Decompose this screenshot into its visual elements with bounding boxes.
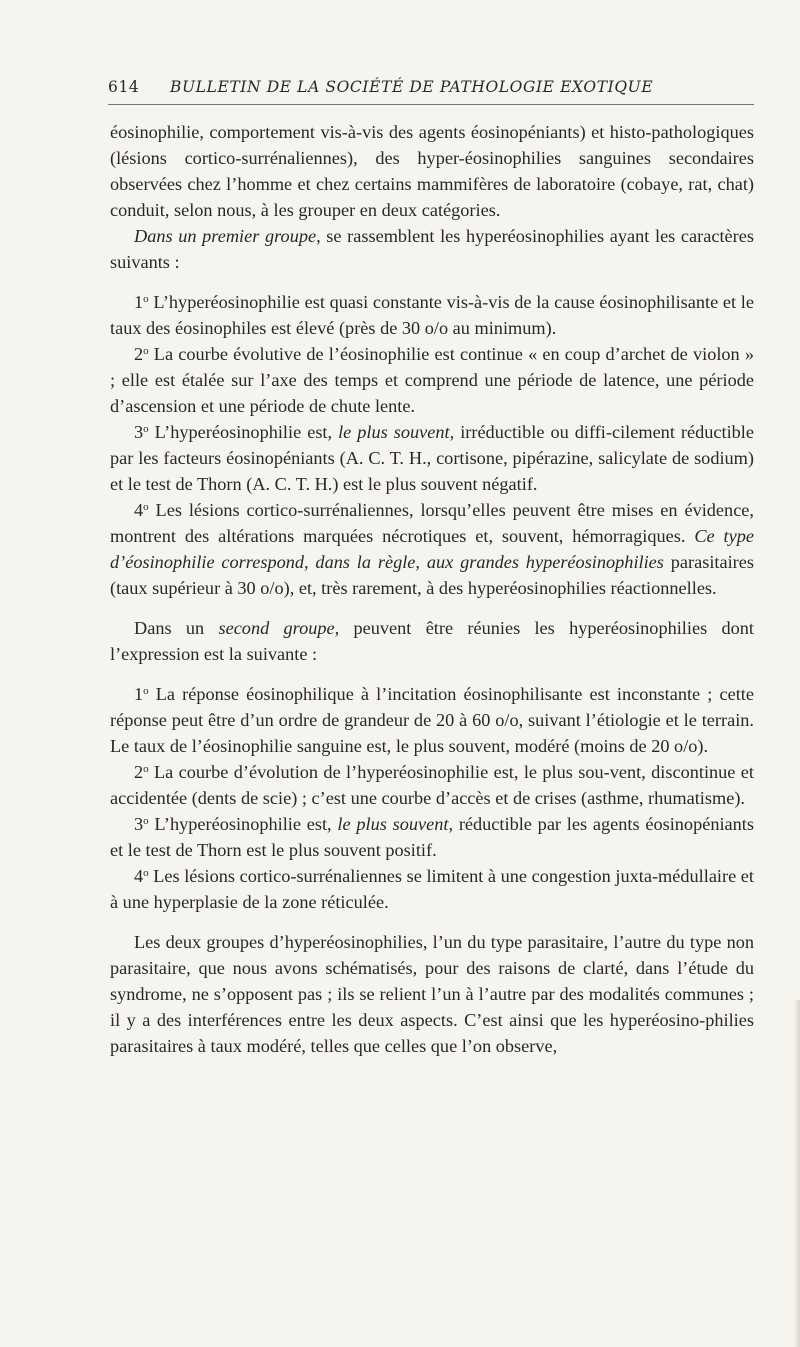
document-page [110,78,754,1059]
emphasis: Dans un premier groupe, [134,226,321,246]
journal-title: BULLETIN DE LA SOCIÉTÉ DE PATHOLOGIE EXOTIQUE [170,78,654,96]
article-body [110,119,754,1059]
emphasis: second groupe, [218,618,340,638]
emphasis: le plus souvent, [338,422,455,442]
paragraph-second-group-intro: Dans un second groupe, peuvent être réunies les hyperéosinophilies dont l’expression est la suivante : [110,618,754,664]
running-header [108,78,754,105]
paragraph-first-group-intro: Dans un premier groupe, se rassemblent les hyperéosinophilies ayant les caractères suivants : [110,226,754,272]
emphasis: le plus souvent, [337,814,454,834]
list-item: 3$^o$ L’hyperéosinophilie est, le plus souvent, réductible par les agents éosinopéniants et le test de Thorn est le plus souvent positif. [110,814,755,860]
list-item: 3$^o$ L’hyperéosinophilie est, le plus souvent, irréductible ou diffi-cilement réductible par les facteurs éosinopéniants (A. C. T. H., cortisone, pipérazine, salicylate de sodium) et le test de Thorn (A. C. T. H.) est le plus souvent négatif. [110,422,754,494]
paragraph: éosinophilie, comportement vis-à-vis des agents éosinopéniants) et histo-pathologiques (lésions cortico-surrénaliennes), des hyper-éosinophilies sanguines secondaires observées chez l’homme et chez certains mammifères de laboratoire (cobaye, rat, chat) conduit, selon nous, à les grouper en deux catégories. [110,122,754,220]
list-item: 2$^o$ La courbe évolutive de l’éosinophilie est continue « en coup d’archet de violon » ; elle est étalée sur l’axe des temps et comprend une période de latence, une période d’ascension et une période de chute lente. [110,344,754,416]
list-item: 1$^o$ L’hyperéosinophilie est quasi constante vis-à-vis de la cause éosinophilisante et le taux des éosinophiles est élevé (près de 30 o/o au minimum). [110,292,754,338]
paragraph-conclusion: Les deux groupes d’hyperéosinophilies, l’un du type parasitaire, l’autre du type non parasitaire, que nous avons schématisés, pour des raisons de clarté, dans l’étude du syndrome, ne s’opposent pas ; ils se relient l’un à l’autre par des modalités communes ; il y a des interférences entre les deux aspects. C’est ainsi que les hyperéosino-philies parasitaires à taux modéré, telles que celles que l’on observe, [110,932,754,1056]
emphasis: Ce type d’éosinophilie correspond, dans la règle, aux grandes hyperéosinophilies [110,526,755,572]
list-item: 2$^o$ La courbe d’évolution de l’hyperéosinophilie est, le plus sou-vent, discontinue et accidentée (dents de scie) ; c’est une courbe d’accès et de crises (asthme, rhumatisme). [110,762,754,808]
list-item: 4$^o$ Les lésions cortico-surrénaliennes, lorsqu’elles peuvent être mises en évidence, montrent des altérations marquées nécrotiques et, souvent, hémorragiques. Ce type d’éosinophilie correspond, dans la règle, aux grandes hyperéosinophilies parasitaires (taux supérieur à 30 o/o), et, très rarement, à des hyperéosinophilies réactionnelles. [110,500,755,598]
list-item: 4$^o$ Les lésions cortico-surrénaliennes se limitent à une congestion juxta-médullaire et à une hyperplasie de la zone réticulée. [110,866,754,912]
page-edge-shadow [794,1000,800,1347]
list-item: 1$^o$ La réponse éosinophilique à l’incitation éosinophilisante est inconstante ; cette réponse peut être d’un ordre de grandeur de 20 à 60 o/o, suivant l’étiologie et le terrain. Le taux de l’éosinophilie sanguine est, le plus souvent, modéré (moins de 20 o/o). [110,684,754,756]
page-number: 614 [108,78,140,96]
